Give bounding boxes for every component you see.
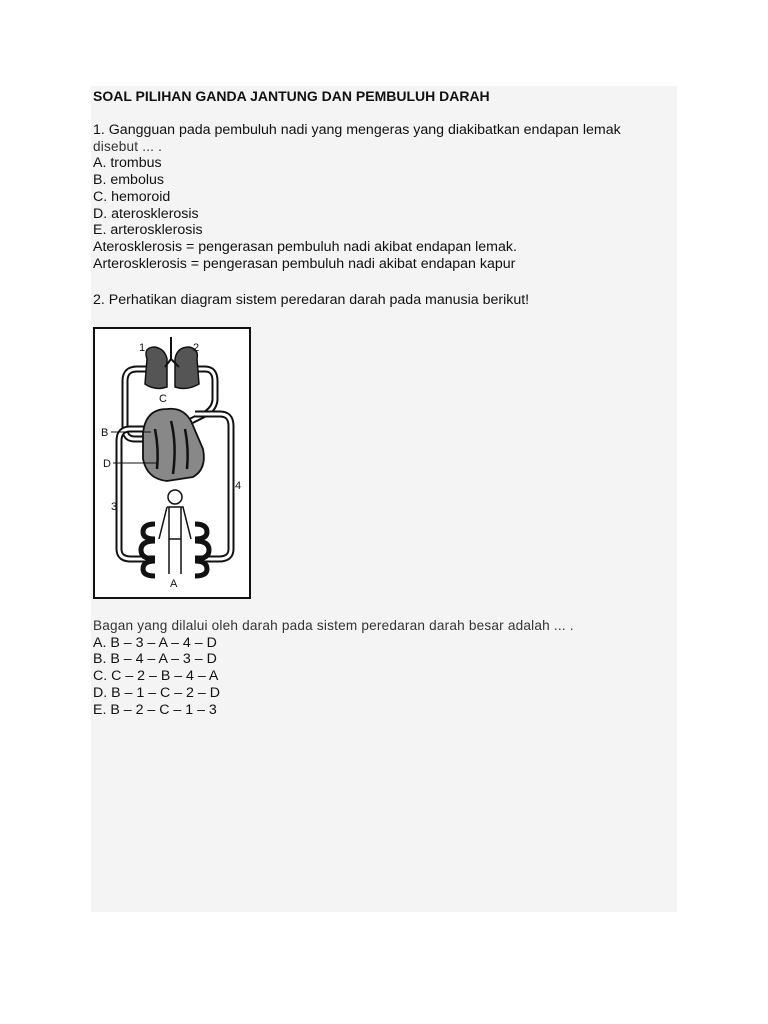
question-1-text: 1. Gangguan pada pembuluh nadi yang mengeras yang diakibatkan endapan lemak (93, 122, 621, 138)
question-2-option-d: D. B – 1 – C – 2 – D (93, 684, 220, 701)
question-1-note-1: Aterosklerosis = pengerasan pembuluh nadi akibat endapan lemak. (93, 238, 517, 255)
question-1-option-e: E. arterosklerosis (93, 222, 203, 239)
label-a: A (170, 578, 178, 590)
label-c: C (159, 393, 167, 405)
circulatory-diagram (93, 327, 251, 599)
question-1-option-c: C. hemoroid (93, 188, 171, 205)
question-1-option-d: D. aterosklerosis (93, 205, 199, 222)
circulatory-diagram-svg (95, 329, 248, 596)
document-title: SOAL PILIHAN GANDA JANTUNG DAN PEMBULUH DARAH (93, 88, 490, 104)
capillaries-right (195, 524, 209, 576)
question-1-note-2: Arterosklerosis = pengerasan pembuluh nadi akibat endapan kapur (93, 255, 516, 272)
question-1-option-b: B. embolus (93, 172, 164, 189)
label-b: B (101, 427, 109, 439)
question-1-text-cont: disebut ... . (93, 138, 163, 154)
question-2-option-a: A. B – 3 – A – 4 – D (93, 634, 217, 651)
label-4: 4 (235, 480, 242, 492)
lung-left (145, 347, 167, 388)
capillaries-left (141, 524, 155, 576)
question-1 (93, 122, 621, 272)
question-2-option-c: C. C – 2 – B – 4 – A (93, 668, 219, 685)
question-1-option-a: A. trombus (93, 155, 162, 172)
label-2: 2 (193, 342, 200, 354)
label-3: 3 (111, 501, 118, 513)
question-2-option-e: E. B – 2 – C – 1 – 3 (93, 701, 217, 718)
label-d: D (103, 458, 111, 470)
question-2-body (93, 618, 574, 718)
body-head (168, 490, 182, 504)
question-2-option-b: B. B – 4 – A – 3 – D (93, 651, 217, 668)
question-2-text: Bagan yang dilalui oleh darah pada sistem peredaran darah besar adalah ... . (93, 618, 574, 633)
label-1: 1 (139, 342, 146, 354)
body-figure (159, 507, 191, 574)
question-2-prompt: 2. Perhatikan diagram sistem peredaran darah pada manusia berikut! (93, 292, 530, 308)
